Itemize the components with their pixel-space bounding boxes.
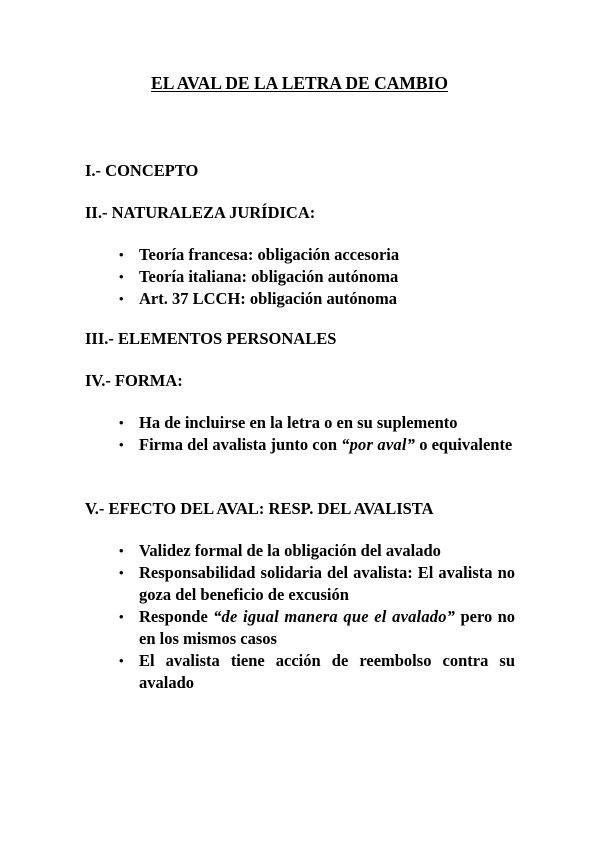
section-heading-naturaleza-juridica: II.- NATURALEZA JURÍDICA:: [85, 203, 316, 222]
list-item: • Teoría italiana: obligación autónoma: [119, 267, 399, 286]
section-heading-concepto: I.- CONCEPTO: [85, 161, 199, 180]
list-forma: [117, 412, 515, 456]
list-item: • Teoría francesa: obligación accesoria: [119, 245, 400, 264]
list-item: • Responsabilidad solidaria del avalista: El avalista no goza del beneficio de excusión: [119, 563, 515, 604]
document-title: EL AVAL DE LA LETRA DE CAMBIO: [151, 73, 448, 93]
list-item: • Firma del avalista junto con “por aval” o equivalente: [119, 435, 513, 454]
bullet-icon: •: [119, 415, 124, 430]
list-efecto-del-aval: [117, 540, 515, 694]
list-item: • Art. 37 LCCH: obligación autónoma: [119, 289, 398, 308]
bullet-icon: •: [119, 653, 124, 668]
list-item: • Validez formal de la obligación del avalado: [119, 541, 441, 560]
list-item: • Ha de incluirse en la letra o en su suplemento: [119, 413, 458, 432]
list-item: • Responde “de igual manera que el avalado” pero no en los mismos casos: [119, 607, 516, 648]
list-item: • El avalista tiene acción de reembolso contra su avalado: [119, 651, 515, 692]
quoted-term: “por aval”: [341, 435, 416, 454]
bullet-icon: •: [119, 291, 124, 306]
section-heading-forma: IV.- FORMA:: [85, 371, 183, 390]
quoted-term: “de igual manera que el avalado”: [213, 607, 456, 626]
section-heading-efecto-del-aval: V.- EFECTO DEL AVAL: RESP. DEL AVALISTA: [85, 499, 434, 518]
bullet-icon: •: [119, 543, 124, 558]
bullet-icon: •: [119, 437, 124, 452]
list-naturaleza-juridica: [117, 244, 515, 310]
bullet-icon: •: [119, 609, 124, 624]
section-heading-elementos-personales: III.- ELEMENTOS PERSONALES: [85, 329, 337, 348]
bullet-icon: •: [119, 565, 124, 580]
bullet-icon: •: [119, 269, 124, 284]
bullet-icon: •: [119, 247, 124, 262]
